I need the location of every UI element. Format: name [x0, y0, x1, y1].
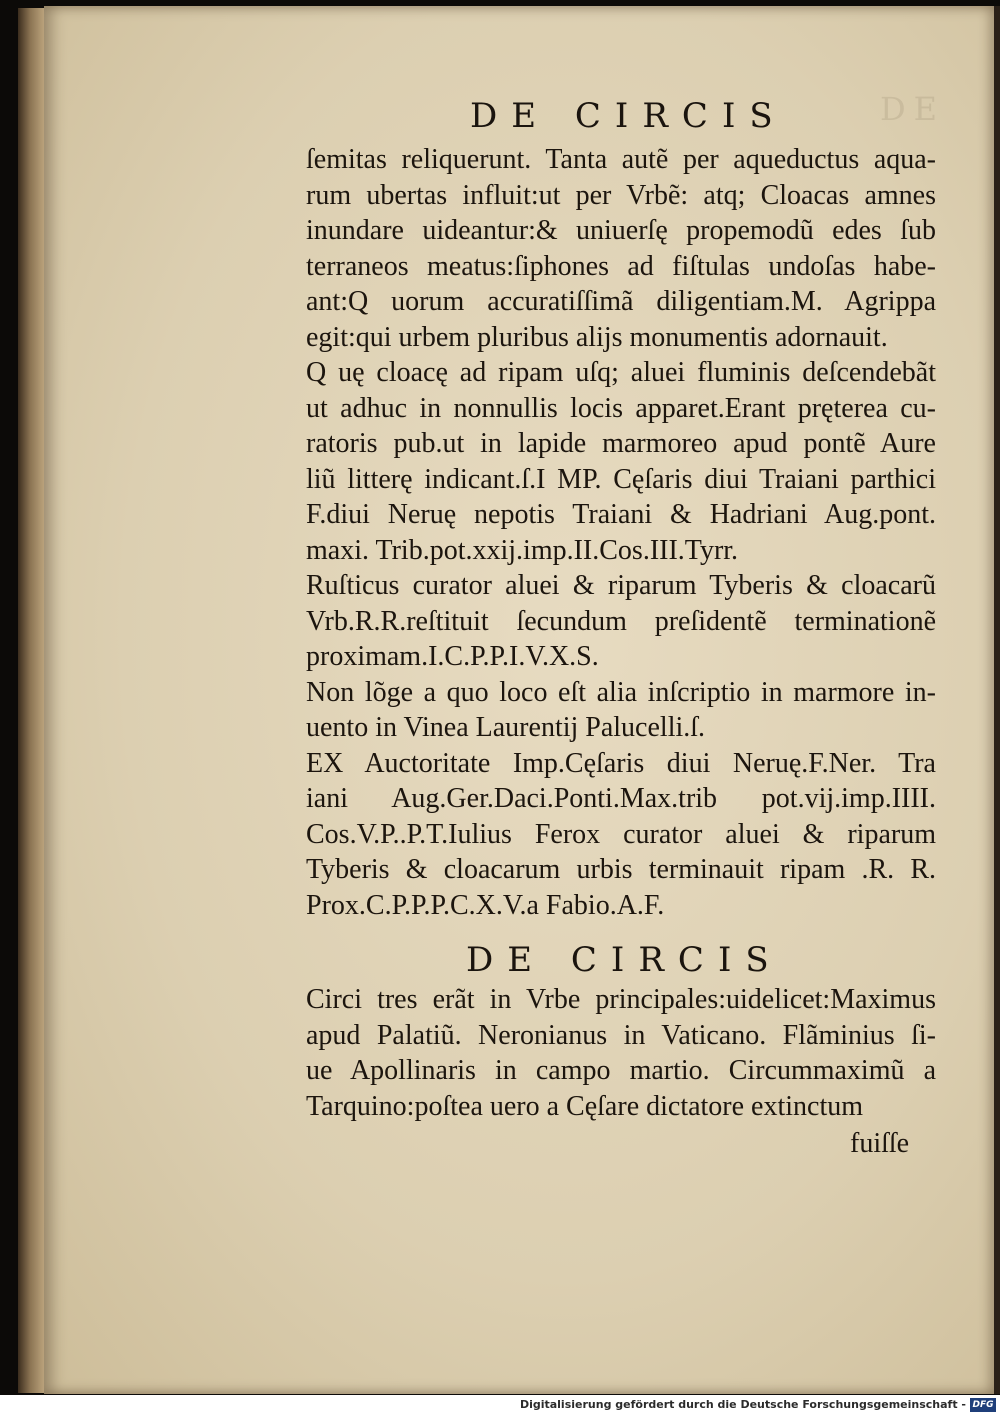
text-line: uento in Vinea Laurentij Palucelli.ſ.: [306, 712, 706, 743]
text-line: Non lõge a quo loco eſt alia inſcriptio in marmore in-: [306, 676, 936, 708]
text-line: Cos.V.P..P.T.Iulius Ferox curator aluei & riparum: [306, 818, 936, 850]
text-line: Tyberis & cloacarum urbis terminauit ripam .R. R.: [306, 854, 936, 885]
footer-credit: Digitalisierung gefördert durch die Deutsche Forschungsgemeinschaft -: [519, 1398, 966, 1411]
text-line: Q uę cloacę ad ripam uſq; aluei fluminis deſcendebãt: [306, 357, 936, 388]
text-line: F.diui Neruę nepotis Traiani & Hadriani Aug.pont.: [306, 499, 936, 530]
text-line: egit:qui urbem pluribus alijs monumentis adornauit.: [306, 321, 888, 353]
text-line: liũ litterę indicant.ſ.I MP. Cęſaris diui Traiani parthici: [306, 463, 936, 495]
catchword: fuiſſe: [850, 1128, 910, 1159]
text-line: iani Aug.Ger.Daci.Ponti.Max.trib pot.vij.imp.IIII.: [306, 783, 936, 814]
text-line: ue Apollinaris in campo martio. Circummaximũ a: [306, 1055, 936, 1086]
text-line: ratoris pub.ut in lapide marmoreo apud pontẽ Aure: [306, 428, 936, 459]
text-line: ant:Q uorum accuratiſſimã diligentiam.M. Agrippa: [306, 286, 936, 317]
section-heading: DE CIRCIS: [466, 940, 783, 980]
text-line: Tarquino:poſtea uero a Cęſare dictatore extinctum: [306, 1090, 864, 1122]
text-line: terraneos meatus:ſiphones ad fiſtulas undoſas habe-: [306, 250, 936, 282]
dfg-logo-icon: DFG: [970, 1398, 996, 1412]
text-line: Ruſticus curator aluei & riparum Tyberis & cloacarũ: [306, 570, 936, 601]
running-head: DE CIRCIS: [470, 96, 787, 136]
text-line: rum ubertas influit:ut per Vrbẽ: atq; Cloacas amnes: [306, 179, 936, 211]
text-line: maxi. Trib.pot.xxij.imp.II.Cos.III.Tyrr.: [306, 534, 739, 566]
text-line: Prox.C.P.P.P.C.X.V.a Fabio.A.F.: [306, 889, 665, 921]
text-line: Vrb.R.R.reſtituit ſecundum preſidentẽ terminationẽ: [306, 605, 936, 637]
show-through-text: DE: [880, 90, 946, 128]
text-line: ſemitas reliquerunt. Tanta autẽ per aqueductus aqua-: [306, 144, 936, 175]
text-line: Circi tres erãt in Vrbe principales:uidelicet:Maximus: [306, 984, 936, 1015]
text-line: inundare uideantur:& uniuerſę propemodũ edes ſub: [306, 215, 936, 246]
text-line: apud Palatiũ. Neronianus in Vaticano. Flãminius ſi-: [306, 1019, 936, 1051]
text-line: EX Auctoritate Imp.Cęſaris diui Neruę.F.Ner. Tra: [306, 747, 936, 779]
text-line: ut adhuc in nonnullis locis apparet.Erant pręterea cu-: [306, 392, 936, 424]
footer-bar: [0, 1395, 1000, 1418]
text-line: proximam.I.C.P.P.I.V.X.S.: [306, 641, 599, 672]
facing-page-edge: [994, 6, 1000, 1394]
